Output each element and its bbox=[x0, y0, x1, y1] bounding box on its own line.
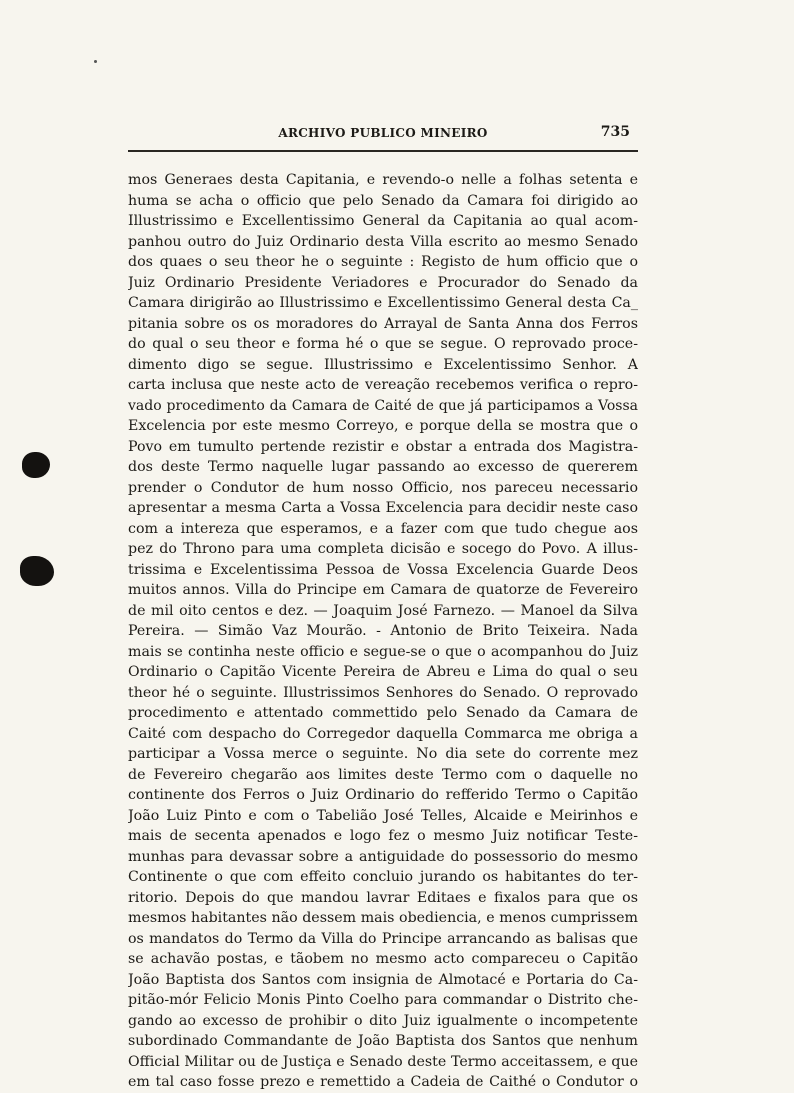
running-head: ARCHIVO PUBLICO MINEIRO bbox=[278, 126, 488, 140]
text-line: do qual o seu theor e forma hé o que se segue. O reprovado proce- bbox=[128, 336, 638, 352]
text-line: prender o Condutor de hum nosso Officio, nos pareceu necessario bbox=[128, 479, 638, 496]
text-line: mos Generaes desta Capitania, e revendo-o nelle a folhas setenta e bbox=[128, 172, 638, 188]
text-line: muitos annos. Villa do Principe em Camara de quatorze de Fevereiro bbox=[128, 582, 638, 598]
text-line: continente dos Ferros o Juiz Ordinario do refferido Termo o Capitão bbox=[128, 787, 638, 803]
text-line: mais se continha neste officio e segue-se o que o acompanhou do Juiz bbox=[128, 643, 638, 660]
text-line: panhou outro do Juiz Ordinario desta Villa escrito ao mesmo Senado bbox=[128, 233, 638, 250]
text-line: Illustrissimo e Excellentissimo General da Capitania ao qual acom- bbox=[128, 213, 638, 229]
text-line: dimento digo se segue. Illustrissimo e Excelentissimo Senhor. A bbox=[128, 356, 638, 373]
text-line: João Baptista dos Santos com insignia de Almotacé e Portaria do Ca- bbox=[128, 971, 638, 988]
paper-speck bbox=[94, 60, 97, 63]
text-line: de Fevereiro chegarão aos limites deste Termo com o daquelle no bbox=[128, 766, 638, 783]
ink-blot bbox=[20, 556, 54, 586]
text-line: munhas para devassar sobre a antiguidade do possessorio do mesmo bbox=[128, 848, 638, 865]
text-line: pitania sobre os os moradores do Arrayal de Santa Anna dos Ferros bbox=[128, 315, 638, 332]
text-line: com a intereza que esperamos, e a fazer com que tudo chegue aos bbox=[128, 520, 638, 537]
text-line: Excelencia por este mesmo Correyo, e porque della se mostra que o bbox=[128, 418, 638, 434]
text-line: os mandatos do Termo da Villa do Principe arrancando as balisas que bbox=[128, 930, 638, 947]
text-line: vado procedimento da Camara de Caité de que já participamos a Vossa bbox=[128, 397, 638, 414]
text-line: apresentar a mesma Carta a Vossa Excelencia para decidir neste caso bbox=[128, 500, 638, 516]
text-line: gando ao excesso de prohibir o dito Juiz igualmente o incompetente bbox=[128, 1012, 638, 1029]
page-number: 735 bbox=[600, 124, 630, 140]
text-line: carta inclusa que neste acto de vereação recebemos verifica o repro- bbox=[128, 377, 638, 393]
text-line: pez do Throno para uma completa dicisão e socego do Povo. A illus- bbox=[128, 541, 638, 557]
header-rule bbox=[128, 150, 638, 152]
text-line: dos deste Termo naquelle lugar passando ao excesso de quererem bbox=[128, 459, 638, 475]
body-text bbox=[128, 170, 638, 1093]
ink-blot bbox=[22, 452, 50, 478]
text-line: Camara dirigirão ao Illustrissimo e Excellentissimo General desta Ca_ bbox=[128, 295, 638, 311]
text-line: em tal caso fosse prezo e remettido a Cadeia de Caithé o Condutor o bbox=[128, 1074, 638, 1090]
text-line: mais de secenta apenados e logo fez o mesmo Juiz notificar Teste- bbox=[128, 828, 638, 844]
text-line: participar a Vossa merce o seguinte. No dia sete do corrente mez bbox=[128, 746, 638, 762]
text-line: Pereira. — Simão Vaz Mourão. - Antonio de Brito Teixeira. Nada bbox=[128, 623, 638, 639]
text-line: theor hé o seguinte. Illustrissimos Senhores do Senado. O reprovado bbox=[128, 684, 638, 701]
text-line: subordinado Commandante de João Baptista dos Santos que nenhum bbox=[128, 1033, 638, 1049]
text-line: huma se acha o officio que pelo Senado da Camara foi dirigido ao bbox=[128, 192, 638, 209]
text-line: pitão-mór Felicio Monis Pinto Coelho para commandar o Distrito che- bbox=[128, 992, 638, 1008]
text-line: Povo em tumulto pertende rezistir e obstar a entrada dos Magistra- bbox=[128, 438, 638, 455]
text-line: de mil oito centos e dez. — Joaquim José Farnezo. — Manoel da Silva bbox=[128, 602, 638, 619]
text-line: Juiz Ordinario Presidente Veriadores e Procurador do Senado da bbox=[128, 274, 638, 291]
text-line: ritorio. Depois do que mandou lavrar Editaes e fixalos para que os bbox=[128, 889, 638, 906]
text-line: Official Militar ou de Justiça e Senado deste Termo acceitassem, e que bbox=[128, 1053, 638, 1070]
text-line: se achavão postas, e tãobem no mesmo acto compareceu o Capitão bbox=[128, 951, 638, 967]
text-line: Caité com despacho do Corregedor daquella Commarca me obriga a bbox=[128, 725, 638, 742]
text-line: João Luiz Pinto e com o Tabelião José Telles, Alcaide e Meirinhos e bbox=[128, 807, 638, 824]
text-line: procedimento e attentado commettido pelo Senado da Camara de bbox=[128, 705, 638, 721]
text-line: mesmos habitantes não dessem mais obediencia, e menos cumprissem bbox=[128, 910, 638, 926]
text-line: Ordinario o Capitão Vicente Pereira de Abreu e Lima do qual o seu bbox=[128, 664, 638, 680]
text-line: trissima e Excelentissima Pessoa de Vossa Excelencia Guarde Deos bbox=[128, 561, 638, 578]
text-line: Continente o que com effeito concluio jurando os habitantes do ter- bbox=[128, 869, 638, 885]
text-line: dos quaes o seu theor he o seguinte : Registo de hum officio que o bbox=[128, 254, 638, 270]
page-header bbox=[128, 124, 638, 148]
